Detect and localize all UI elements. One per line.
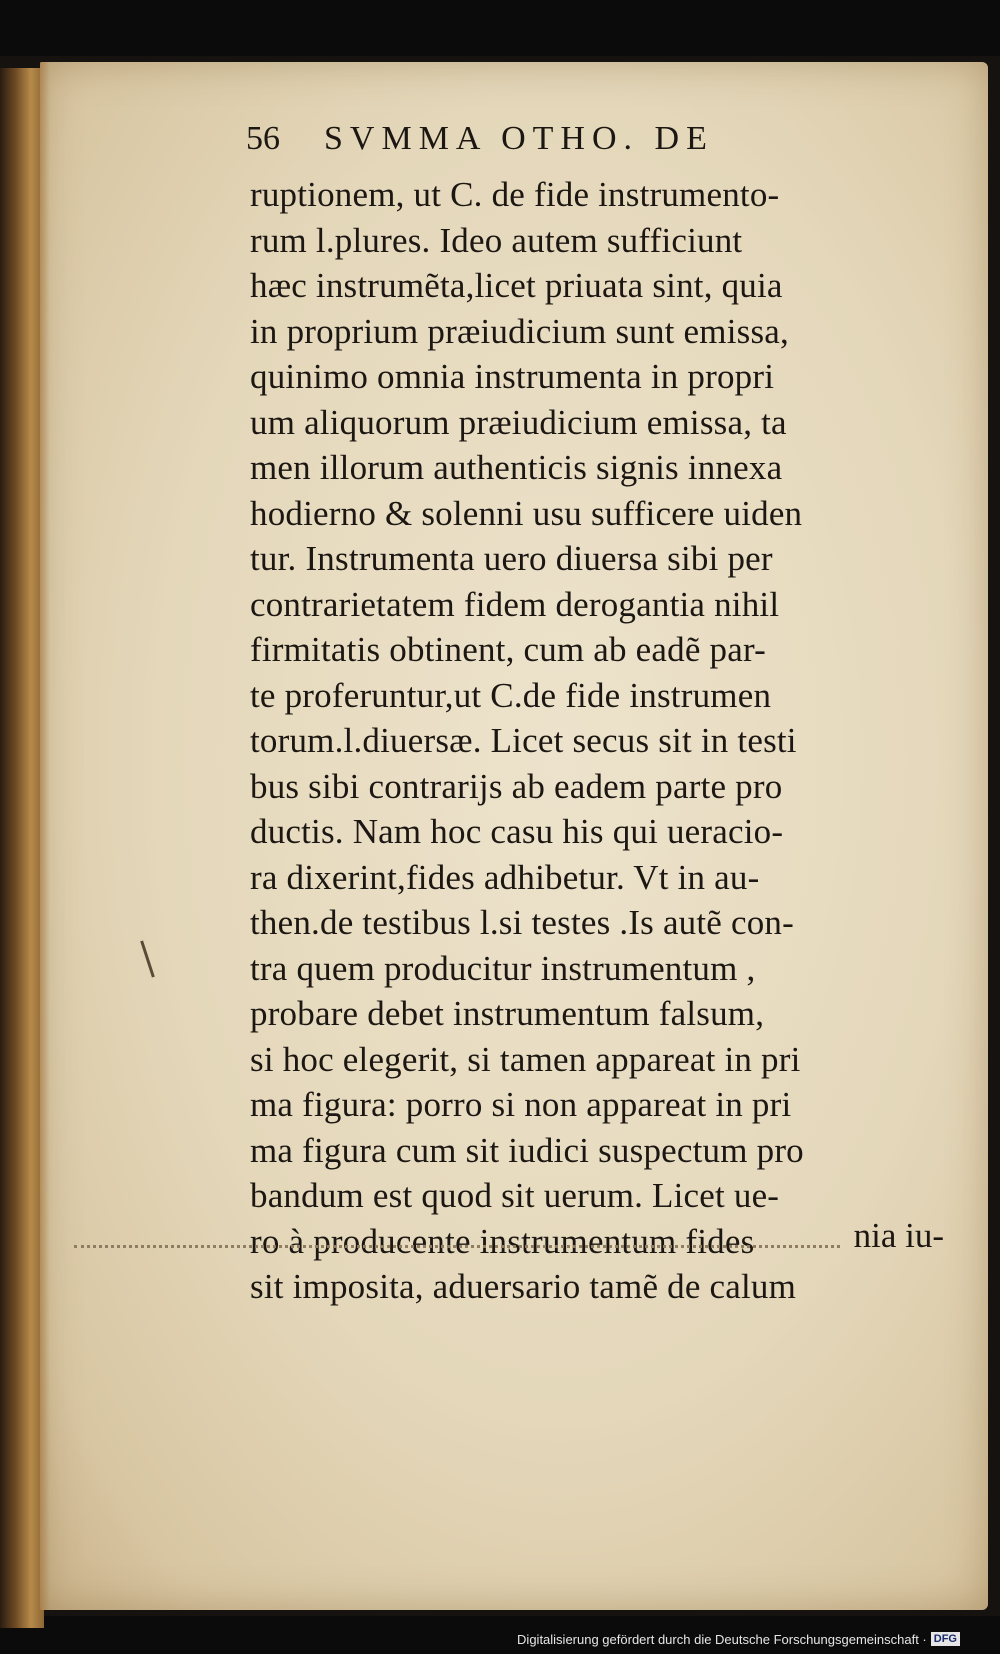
text-line: in proprium præiudicium sunt emissa, <box>250 311 789 351</box>
text-line: bandum est quod sit uerum. Licet ue- <box>250 1176 780 1215</box>
text-line: probare debet instrumentum falsum, <box>250 994 765 1033</box>
text-line: tur. Instrumenta uero diuersa sibi per <box>250 539 773 578</box>
digitization-credit <box>517 1628 960 1650</box>
catchword: nia iu- <box>853 1216 944 1255</box>
credit-text: Digitalisierung gefördert durch die Deutsche Forschungsgemeinschaft · <box>517 1631 927 1647</box>
text-line: ma figura: porro si non appareat in pri <box>250 1085 792 1124</box>
text-line: quinimo omnia instrumenta in propri <box>250 357 775 396</box>
text-line: men illorum authenticis signis innexa <box>250 448 783 487</box>
text-line: hæc instrumẽta,licet priuata sint, quia <box>250 266 783 305</box>
dfg-logo: DFG <box>931 1632 960 1646</box>
dotted-rule <box>74 1245 840 1248</box>
running-head-title: SVMMA OTHO. DE <box>324 120 714 157</box>
text-line: ro à producente instrumentum fides <box>250 1221 755 1261</box>
text-line: torum.l.diuersæ. Licet secus sit in testi <box>250 721 797 760</box>
text-line: then.de testibus l.si testes .Is autẽ con- <box>250 903 794 942</box>
page-number: 56 <box>246 120 280 157</box>
page-edge-shadow <box>40 62 50 1610</box>
text-line: ra dixerint,fides adhibetur. Vt in au- <box>250 857 760 897</box>
text-line: te proferuntur,ut C.de fide instrumen <box>250 675 772 715</box>
text-line: ma figura cum sit iudici suspectum pro <box>250 1130 804 1170</box>
text-line: rum l.plures. Ideo autem sufficiunt <box>250 220 743 260</box>
text-line: firmitatis obtinent, cum ab eadẽ par- <box>250 630 766 669</box>
text-line: hodierno & solenni usu sufficere uiden <box>250 493 803 533</box>
text-line: ductis. Nam hoc casu his qui ueracio- <box>250 812 784 851</box>
text-line: ruptionem, ut C. de fide instrumento- <box>250 175 780 214</box>
text-line: contrarietatem fidem derogantia nihil <box>250 584 780 624</box>
catchword-row <box>74 1216 944 1256</box>
text-line: tra quem producitur instrumentum , <box>250 948 756 988</box>
text-line: bus sibi contrarijs ab eadem parte pro <box>250 766 783 806</box>
body-text <box>250 172 960 1310</box>
book-spine <box>0 68 44 1628</box>
text-line: si hoc elegerit, si tamen appareat in pri <box>250 1039 801 1079</box>
text-line: sit imposita, aduersario tamẽ de calum <box>250 1267 797 1306</box>
running-head <box>246 120 846 168</box>
text-line: um aliquorum præiudicium emissa, ta <box>250 402 787 442</box>
